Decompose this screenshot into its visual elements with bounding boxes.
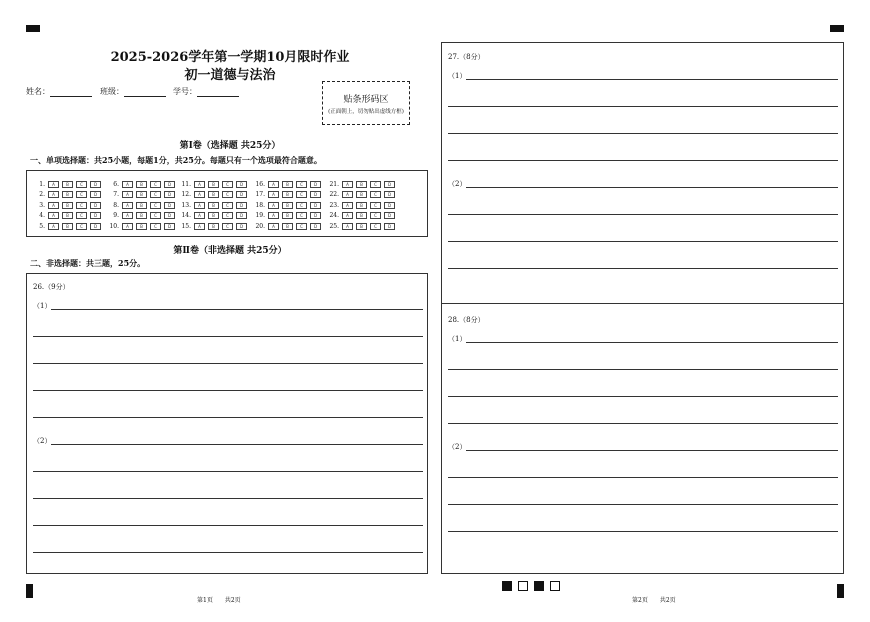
- question-number: 17.: [255, 191, 265, 199]
- bubble-option-d[interactable]: D: [164, 223, 175, 230]
- question-number: 12.: [181, 191, 191, 199]
- choice-question-row: [327, 179, 398, 190]
- page-code-square: [534, 581, 544, 591]
- answer-line[interactable]: [33, 336, 423, 337]
- bubble-option-b[interactable]: B: [282, 212, 293, 219]
- choice-question-row: [253, 200, 324, 211]
- part2-instructions: 二、非选择题：共三题，25分。: [30, 258, 146, 268]
- bubble-option-d[interactable]: D: [90, 202, 101, 209]
- bubble-option-c[interactable]: C: [370, 212, 381, 219]
- bubble-option-a[interactable]: A: [194, 223, 205, 230]
- bubble-option-d[interactable]: D: [310, 181, 321, 188]
- bubble-option-a[interactable]: A: [268, 191, 279, 198]
- bubble-option-c[interactable]: C: [222, 212, 233, 219]
- question-number: 6.: [113, 180, 119, 188]
- bubble-option-d[interactable]: D: [164, 191, 175, 198]
- question-number: 21.: [329, 180, 339, 188]
- bubble-option-c[interactable]: C: [150, 202, 161, 209]
- bubble-option-a[interactable]: A: [48, 191, 59, 198]
- bubble-option-d[interactable]: D: [90, 212, 101, 219]
- choice-question-row: [179, 179, 250, 190]
- bubble-option-b[interactable]: B: [208, 212, 219, 219]
- bubble-option-b[interactable]: B: [62, 223, 73, 230]
- part1-title: 第Ⅰ卷（选择题 共25分）: [179, 141, 281, 151]
- choice-question-row: [253, 179, 324, 190]
- bubble-option-d[interactable]: D: [384, 181, 395, 188]
- q27-sub2-label: （2）: [448, 180, 467, 188]
- answer-line[interactable]: [33, 525, 423, 526]
- answer-line[interactable]: [448, 241, 838, 242]
- answer-line[interactable]: [466, 79, 838, 80]
- bubble-option-c[interactable]: C: [150, 191, 161, 198]
- bubble-option-a[interactable]: A: [48, 212, 59, 219]
- bubble-option-d[interactable]: D: [310, 212, 321, 219]
- bubble-option-d[interactable]: D: [384, 212, 395, 219]
- answer-line[interactable]: [448, 268, 838, 269]
- bubble-option-d[interactable]: D: [310, 223, 321, 230]
- choice-answer-grid: [26, 170, 428, 237]
- bubble-option-a[interactable]: A: [122, 223, 133, 230]
- answer-line[interactable]: [51, 444, 423, 445]
- bubble-option-a[interactable]: A: [194, 202, 205, 209]
- answer-line[interactable]: [466, 342, 838, 343]
- bubble-option-b[interactable]: B: [136, 202, 147, 209]
- q28-sub2-label: （2）: [448, 443, 467, 451]
- q26-label: 26.（9分）: [33, 283, 70, 291]
- choice-question-row: [179, 211, 250, 222]
- bubble-option-b[interactable]: B: [282, 181, 293, 188]
- bubble-option-c[interactable]: C: [76, 223, 87, 230]
- student-id-label: 学号：: [173, 87, 197, 96]
- bubble-option-a[interactable]: A: [122, 212, 133, 219]
- barcode-title: 贴条形码区: [343, 95, 389, 105]
- choice-question-row: [33, 211, 104, 222]
- bubble-option-a[interactable]: A: [342, 223, 353, 230]
- question-number: 1.: [39, 180, 45, 188]
- choice-question-row: [33, 200, 104, 211]
- choice-question-row: [33, 221, 104, 232]
- bubble-option-c[interactable]: C: [76, 212, 87, 219]
- page-footer-2: 第2页 共2页: [632, 597, 676, 604]
- question-number: 22.: [329, 191, 339, 199]
- q28-sub1-label: （1）: [448, 335, 467, 343]
- question-number: 4.: [39, 212, 45, 220]
- bubble-option-b[interactable]: B: [208, 181, 219, 188]
- choice-question-row: [107, 221, 178, 232]
- choice-question-row: [107, 190, 178, 201]
- choice-question-row: [253, 190, 324, 201]
- bubble-option-d[interactable]: D: [90, 181, 101, 188]
- bubble-option-c[interactable]: C: [76, 202, 87, 209]
- bubble-option-c[interactable]: C: [150, 181, 161, 188]
- answer-line[interactable]: [466, 450, 838, 451]
- choice-question-row: [327, 200, 398, 211]
- alignment-mark-bottom-right: [837, 584, 844, 598]
- student-id-field[interactable]: [173, 86, 239, 97]
- class-underline[interactable]: [124, 87, 166, 97]
- bubble-option-b[interactable]: B: [208, 202, 219, 209]
- choice-question-row: [107, 179, 178, 190]
- question-number: 10.: [109, 222, 119, 230]
- bubble-option-a[interactable]: A: [268, 212, 279, 219]
- choice-column: [253, 179, 324, 232]
- q26-sub1-label: （1）: [33, 302, 52, 310]
- bubble-option-c[interactable]: C: [296, 223, 307, 230]
- bubble-option-b[interactable]: B: [136, 191, 147, 198]
- bubble-option-d[interactable]: D: [310, 191, 321, 198]
- bubble-option-c[interactable]: C: [370, 191, 381, 198]
- question-number: 23.: [329, 201, 339, 209]
- page-footer-1: 第1页 共2页: [197, 597, 241, 604]
- bubble-option-c[interactable]: C: [296, 191, 307, 198]
- bubble-option-a[interactable]: A: [194, 181, 205, 188]
- q28-answer-box[interactable]: [441, 303, 844, 574]
- bubble-option-b[interactable]: B: [356, 212, 367, 219]
- choice-column: [107, 179, 178, 232]
- bubble-option-a[interactable]: A: [122, 202, 133, 209]
- bubble-option-d[interactable]: D: [384, 223, 395, 230]
- choice-question-row: [33, 179, 104, 190]
- question-number: 9.: [113, 212, 119, 220]
- question-number: 20.: [255, 222, 265, 230]
- bubble-option-c[interactable]: C: [296, 212, 307, 219]
- class-label: 班级：: [100, 87, 124, 96]
- q27-label: 27.（8分）: [448, 53, 485, 61]
- question-number: 11.: [181, 180, 191, 188]
- bubble-option-a[interactable]: A: [48, 181, 59, 188]
- bubble-option-b[interactable]: B: [62, 212, 73, 219]
- barcode-note: (正面朝上，切勿贴出虚线方框): [328, 109, 404, 115]
- bubble-option-c[interactable]: C: [296, 181, 307, 188]
- bubble-option-b[interactable]: B: [136, 181, 147, 188]
- question-number: 18.: [255, 201, 265, 209]
- bubble-option-d[interactable]: D: [236, 191, 247, 198]
- bubble-option-d[interactable]: D: [90, 191, 101, 198]
- question-number: 13.: [181, 201, 191, 209]
- bubble-option-d[interactable]: D: [164, 181, 175, 188]
- answer-line[interactable]: [448, 106, 838, 107]
- bubble-option-b[interactable]: B: [62, 191, 73, 198]
- question-number: 2.: [39, 191, 45, 199]
- answer-line[interactable]: [448, 504, 838, 505]
- bubble-option-a[interactable]: A: [194, 191, 205, 198]
- choice-column: [327, 179, 398, 232]
- bubble-option-d[interactable]: D: [236, 202, 247, 209]
- alignment-mark-top-right: [830, 25, 844, 32]
- bubble-option-c[interactable]: C: [370, 181, 381, 188]
- q28-label: 28.（8分）: [448, 316, 485, 324]
- bubble-option-d[interactable]: D: [236, 181, 247, 188]
- bubble-option-b[interactable]: B: [282, 202, 293, 209]
- bubble-option-b[interactable]: B: [356, 181, 367, 188]
- answer-line[interactable]: [448, 133, 838, 134]
- alignment-mark-bottom-left: [26, 584, 33, 598]
- bubble-option-c[interactable]: C: [150, 212, 161, 219]
- exam-subject: 初一道德与法治: [184, 68, 276, 83]
- bubble-option-d[interactable]: D: [164, 212, 175, 219]
- bubble-option-a[interactable]: A: [342, 212, 353, 219]
- bubble-option-d[interactable]: D: [164, 202, 175, 209]
- answer-line[interactable]: [33, 363, 423, 364]
- choice-question-row: [179, 200, 250, 211]
- answer-line[interactable]: [448, 477, 838, 478]
- question-number: 7.: [113, 191, 119, 199]
- bubble-option-b[interactable]: B: [282, 191, 293, 198]
- part2-title: 第Ⅱ卷（非选择题 共25分）: [173, 246, 287, 256]
- bubble-option-b[interactable]: B: [62, 202, 73, 209]
- bubble-option-b[interactable]: B: [62, 181, 73, 188]
- choice-question-row: [327, 221, 398, 232]
- bubble-option-c[interactable]: C: [76, 181, 87, 188]
- bubble-option-d[interactable]: D: [90, 223, 101, 230]
- answer-line[interactable]: [33, 498, 423, 499]
- bubble-option-a[interactable]: A: [342, 191, 353, 198]
- bubble-option-a[interactable]: A: [48, 202, 59, 209]
- part1-instructions: 一、单项选择题：共25小题，每题1分，共25分。每题只有一个选项最符合题意。: [30, 155, 322, 165]
- bubble-option-b[interactable]: B: [356, 223, 367, 230]
- bubble-option-b[interactable]: B: [208, 191, 219, 198]
- question-number: 15.: [181, 222, 191, 230]
- answer-line[interactable]: [33, 471, 423, 472]
- bubble-option-a[interactable]: A: [268, 181, 279, 188]
- bubble-option-d[interactable]: D: [384, 202, 395, 209]
- bubble-option-a[interactable]: A: [194, 212, 205, 219]
- question-number: 19.: [255, 212, 265, 220]
- choice-question-row: [327, 190, 398, 201]
- choice-question-row: [253, 221, 324, 232]
- bubble-option-c[interactable]: C: [222, 202, 233, 209]
- bubble-option-a[interactable]: A: [342, 202, 353, 209]
- choice-question-row: [33, 190, 104, 201]
- answer-line[interactable]: [33, 552, 423, 553]
- q26-answer-box[interactable]: [26, 273, 428, 574]
- page-code-square: [550, 581, 560, 591]
- bubble-option-c[interactable]: C: [296, 202, 307, 209]
- bubble-option-b[interactable]: B: [136, 223, 147, 230]
- choice-question-row: [179, 190, 250, 201]
- question-number: 5.: [39, 222, 45, 230]
- question-number: 14.: [181, 212, 191, 220]
- exam-title: 2025-2026学年第一学期10月限时作业: [110, 50, 350, 65]
- bubble-option-c[interactable]: C: [222, 181, 233, 188]
- choice-question-row: [253, 211, 324, 222]
- choice-column: [179, 179, 250, 232]
- alignment-mark-top-left: [26, 25, 40, 32]
- page-code-square: [502, 581, 512, 591]
- page-code-square: [518, 581, 528, 591]
- student-id-underline[interactable]: [197, 87, 239, 97]
- answer-line[interactable]: [33, 417, 423, 418]
- question-number: 3.: [39, 201, 45, 209]
- bubble-option-b[interactable]: B: [208, 223, 219, 230]
- choice-column: [33, 179, 104, 232]
- bubble-option-d[interactable]: D: [236, 212, 247, 219]
- answer-line[interactable]: [448, 396, 838, 397]
- answer-line[interactable]: [33, 390, 423, 391]
- bubble-option-a[interactable]: A: [122, 191, 133, 198]
- q27-sub1-label: （1）: [448, 72, 467, 80]
- choice-question-row: [179, 221, 250, 232]
- barcode-area: [322, 81, 410, 125]
- q26-sub2-label: （2）: [33, 437, 52, 445]
- question-number: 24.: [329, 212, 339, 220]
- answer-line[interactable]: [448, 423, 838, 424]
- bubble-option-c[interactable]: C: [222, 223, 233, 230]
- name-underline[interactable]: [50, 87, 92, 97]
- bubble-option-b[interactable]: B: [356, 202, 367, 209]
- answer-line[interactable]: [448, 160, 838, 161]
- bubble-option-b[interactable]: B: [136, 212, 147, 219]
- bubble-option-a[interactable]: A: [122, 181, 133, 188]
- bubble-option-b[interactable]: B: [356, 191, 367, 198]
- bubble-option-d[interactable]: D: [384, 191, 395, 198]
- bubble-option-a[interactable]: A: [268, 223, 279, 230]
- question-number: 25.: [329, 222, 339, 230]
- name-field[interactable]: [26, 86, 92, 97]
- bubble-option-c[interactable]: C: [150, 223, 161, 230]
- bubble-option-a[interactable]: A: [48, 223, 59, 230]
- answer-line[interactable]: [448, 214, 838, 215]
- bubble-option-c[interactable]: C: [370, 223, 381, 230]
- bubble-option-d[interactable]: D: [236, 223, 247, 230]
- bubble-option-c[interactable]: C: [370, 202, 381, 209]
- question-number: 8.: [113, 201, 119, 209]
- choice-question-row: [327, 211, 398, 222]
- choice-question-row: [107, 200, 178, 211]
- name-label: 姓名：: [26, 87, 50, 96]
- bubble-option-b[interactable]: B: [282, 223, 293, 230]
- bubble-option-c[interactable]: C: [222, 191, 233, 198]
- bubble-option-a[interactable]: A: [268, 202, 279, 209]
- bubble-option-d[interactable]: D: [310, 202, 321, 209]
- bubble-option-c[interactable]: C: [76, 191, 87, 198]
- answer-line[interactable]: [448, 369, 838, 370]
- answer-line[interactable]: [448, 531, 838, 532]
- bubble-option-a[interactable]: A: [342, 181, 353, 188]
- class-field[interactable]: [100, 86, 166, 97]
- question-number: 16.: [255, 180, 265, 188]
- choice-question-row: [107, 211, 178, 222]
- answer-line[interactable]: [466, 187, 838, 188]
- answer-line[interactable]: [51, 309, 423, 310]
- q27-answer-box[interactable]: [441, 42, 844, 304]
